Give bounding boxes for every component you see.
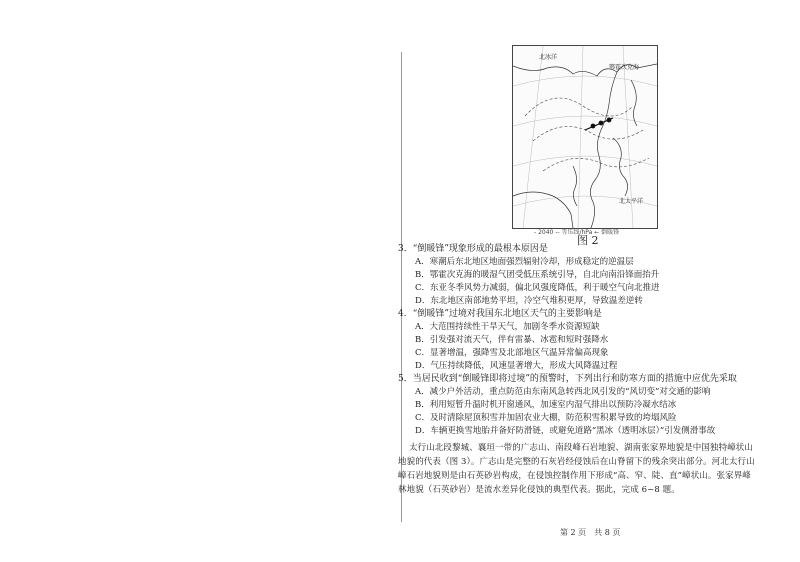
question-stem: 3．“倒暖锋”现象形成的最根本原因是 [398, 244, 548, 254]
map-label-arctic-ocean: 北冰洋 [539, 54, 558, 61]
question-content [398, 243, 758, 497]
map-label-okhotsk-sea: 鄂霍次克海 [609, 64, 640, 71]
question-stem: 4．“倒暖锋”过境对我国东北地区天气的主要影响是 [398, 309, 602, 319]
page-footer: 第 2 页 共 8 页 [560, 528, 621, 537]
option-b: B．鄂霍次克海的暖湿气团受低压系统引导，自北向南沿锋面抬升 [415, 270, 660, 280]
option-b: B．引发强对流天气，伴有雷暴、冰雹和短时强降水 [415, 335, 609, 345]
option-a: A．减少户外活动，重点防范由东南风急转西北风引发的“风切变”对交通的影响 [415, 387, 711, 397]
option-a: A．寒潮后东北地区地面强烈辐射冷却，形成稳定的逆温层 [415, 257, 634, 267]
option-c: C．及时清除屋顶积雪并加固农业大棚，防范积雪积累导致的垮塌风险 [415, 413, 677, 423]
option-d: D．车辆更换雪地胎并备好防滑链，或避免道路“黑冰（透明冰层）”引发侧滑事故 [415, 426, 716, 436]
reading-passage: 太行山北段黎城、襄垣一带的广志山、南段峰石岩地貌、湖南张家界地貌是中国独特嶂状山地貌的代表（图 3）。广志山是完整的石灰岩经侵蚀后在山脊留下的残余突出部分。河北太行山嶂石岩地貌则是由石英砂岩构成，在侵蚀控制作用下形成“高、窄、陡、直”嶂状山。张家界峰林地貌（石英砂岩）是流水差异化侵蚀的典型代表。据此，完成 6~8 题。 [398, 443, 755, 495]
map-legend: - 2040 -- 等压线/hPa ← 倒暖锋 [534, 229, 620, 236]
question-4 [398, 308, 758, 373]
option-b: B．利用短暂升温时机开窗通风，加速室内湿气排出以预防冷凝水结冰 [415, 400, 677, 410]
question-stem: 5．当居民收到“倒暖锋即将过境”的预警时，下列出行和防寒方面的措施中应优先采取 [398, 374, 737, 384]
option-d: D．东北地区南部地势平坦，冷空气堆积更厚，导致温差逆转 [415, 296, 643, 306]
option-c: C．东亚冬季风势力减弱，偏北风强度降低，利于暖空气向北推进 [415, 283, 660, 293]
question-3 [398, 243, 758, 308]
figure-caption: 图 2 [577, 234, 599, 247]
option-a: A．大范围持续性干旱天气，加剧冬季水资源短缺 [415, 322, 600, 332]
question-5 [398, 373, 758, 438]
map-label-north-pacific: 北太平洋 [619, 198, 644, 205]
weather-map [512, 45, 658, 229]
option-d: D．气压持续降低，风速显著增大，形成大风降温过程 [415, 361, 618, 371]
option-c: C．显著增温，强降雪及北部地区气温异常偏高现象 [415, 348, 609, 358]
